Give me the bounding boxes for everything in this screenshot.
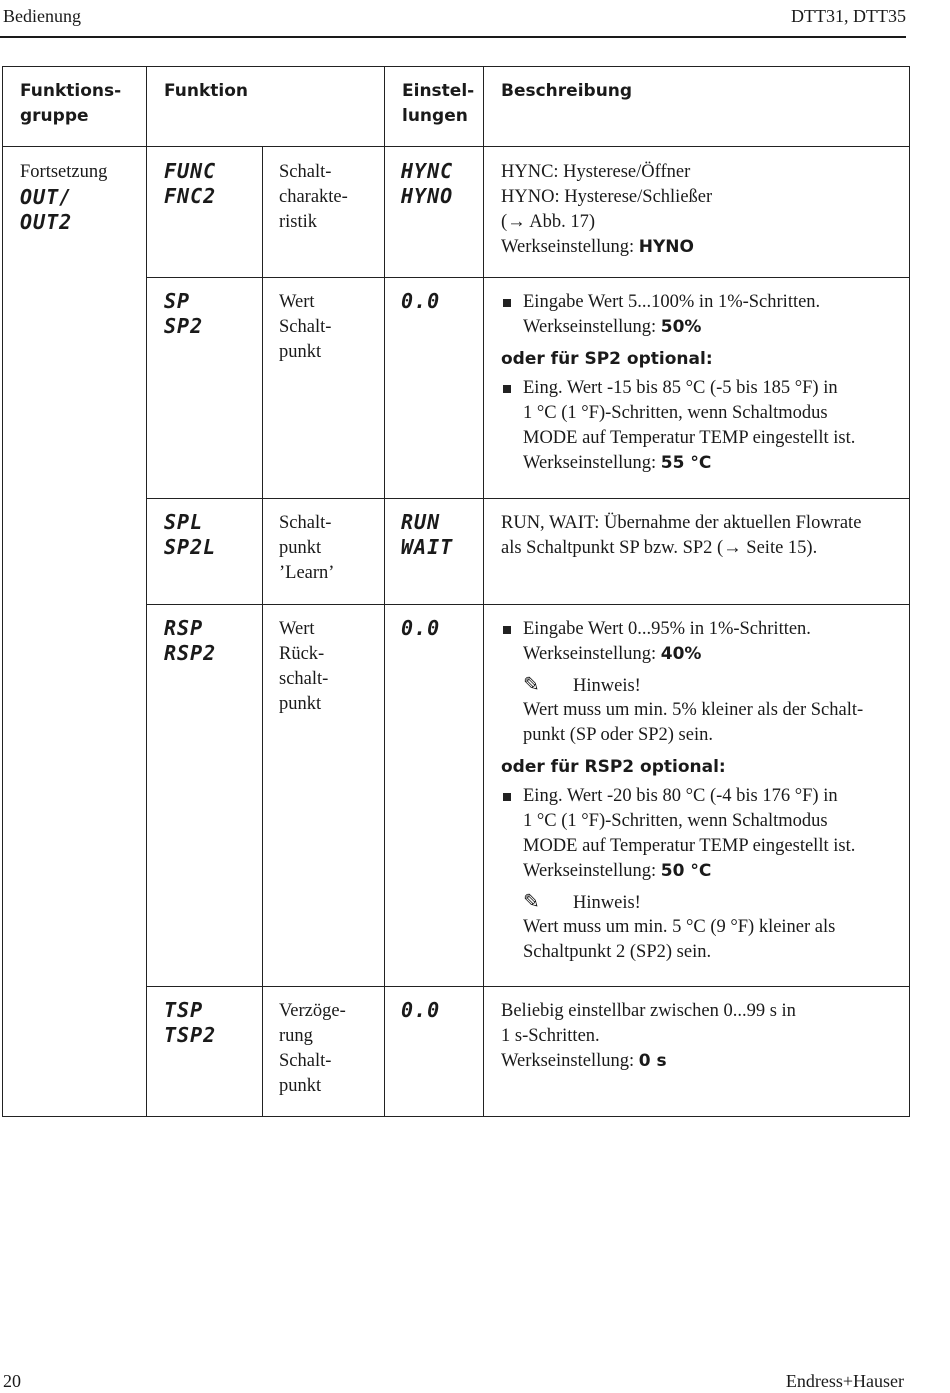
note-box: ✎ Hinweis! Wert muss um min. 5% kleiner als der Schalt- punkt (SP oder SP2) sein. [523, 674, 864, 745]
function-description: HYNC: Hysterese/Öffner HYNO: Hysterese/Schließer (→ Abb. 17) Werkseinstellung: HYNO [501, 162, 713, 257]
page-header-model: DTT31, DTT35 [791, 6, 906, 26]
function-description: Beliebig einstellbar zwischen 0...99 s in 1 s-Schritten. Werkseinstellung: 0 s [501, 1001, 796, 1071]
bullet-item: Eingabe Wert 0...95% in 1%-Schritten. Werkseinstellung: 40% [501, 617, 901, 667]
bullet-item: Eing. Wert -20 bis 80 °C (-4 bis 176 °F) in 1 °C (1 °F)-Schritten, wenn Schaltmodus MODE auf Temperatur TEMP eingestellt ist. Werkseinstellung: 50 °C [501, 784, 901, 884]
header-beschreibung: Beschreibung [501, 81, 633, 101]
page-number: 20 [3, 1371, 21, 1391]
page-header-section: Bedienung [3, 6, 81, 26]
column-divider [483, 67, 484, 1116]
default-value: 0 s [638, 1051, 667, 1071]
bullet-icon [503, 299, 511, 307]
function-description [501, 290, 901, 476]
function-name: Schalt- charakte- ristik [279, 162, 348, 232]
function-code: SPL SP2L [164, 510, 217, 559]
setting-value: 0.0 [401, 289, 441, 313]
function-name: Wert Schalt- punkt [279, 292, 332, 362]
setting-value: 0.0 [401, 998, 441, 1022]
function-code: TSP TSP2 [164, 998, 217, 1047]
default-value: 40% [660, 644, 702, 664]
footer-brand: Endress+Hauser [785, 1371, 904, 1391]
bullet-icon [503, 385, 511, 393]
column-divider [384, 67, 385, 1116]
pencil-icon: ✎ [523, 891, 540, 913]
function-description: RUN, WAIT: Übernahme der aktuellen Flowrate als Schaltpunkt SP bzw. SP2 (→ Seite 15). [501, 513, 862, 558]
function-code: RSP RSP2 [164, 616, 217, 665]
header-funktionsgruppe: Funktions- gruppe [20, 81, 122, 126]
function-name: Wert Rück- schalt- punkt [279, 619, 329, 714]
group-code: OUT/ [20, 185, 73, 209]
column-divider [146, 67, 147, 1116]
function-code: FUNC FNC2 [164, 159, 217, 208]
subheading: oder für SP2 optional: [501, 349, 713, 369]
pencil-icon: ✎ [523, 674, 540, 696]
bullet-item: Eingabe Wert 5...100% in 1%-Schritten. Werkseinstellung: 50% [501, 290, 901, 340]
note-box: ✎ Hinweis! Wert muss um min. 5 °C (9 °F) kleiner als Schaltpunkt 2 (SP2) sein. [523, 891, 836, 962]
column-divider [262, 146, 263, 1116]
setting-value: RUN WAIT [401, 510, 454, 559]
header-divider [0, 36, 906, 38]
header-funktion: Funktion [164, 81, 249, 101]
function-name: Verzöge- rung Schalt- punkt [279, 1001, 346, 1096]
setting-value: 0.0 [401, 616, 441, 640]
group-code: OUT2 [20, 210, 73, 234]
default-value: 50 °C [660, 861, 712, 881]
default-value: 55 °C [660, 453, 712, 473]
function-group: Fortsetzung OUT/ OUT2 [20, 162, 108, 234]
function-name: Schalt- punkt ’Learn’ [279, 513, 335, 583]
note-title: Hinweis! [573, 676, 641, 696]
default-value: HYNO [638, 237, 694, 257]
header-row-divider [3, 146, 909, 147]
subheading: oder für RSP2 optional: [501, 757, 726, 777]
setting-value: HYNC HYNO [401, 159, 454, 208]
bullet-icon [503, 793, 511, 801]
bullet-item: Eing. Wert -15 bis 85 °C (-5 bis 185 °F) in 1 °C (1 °F)-Schritten, wenn Schaltmodus MODE auf Temperatur TEMP eingestellt ist. Werkseinstellung: 55 °C [501, 376, 901, 476]
note-title: Hinweis! [573, 893, 641, 913]
header-einstellungen: Einstel- lungen [402, 81, 475, 126]
default-value: 50% [660, 317, 702, 337]
bullet-icon [503, 626, 511, 634]
function-table [2, 66, 910, 1117]
function-code: SP SP2 [164, 289, 204, 338]
function-description [501, 617, 901, 965]
